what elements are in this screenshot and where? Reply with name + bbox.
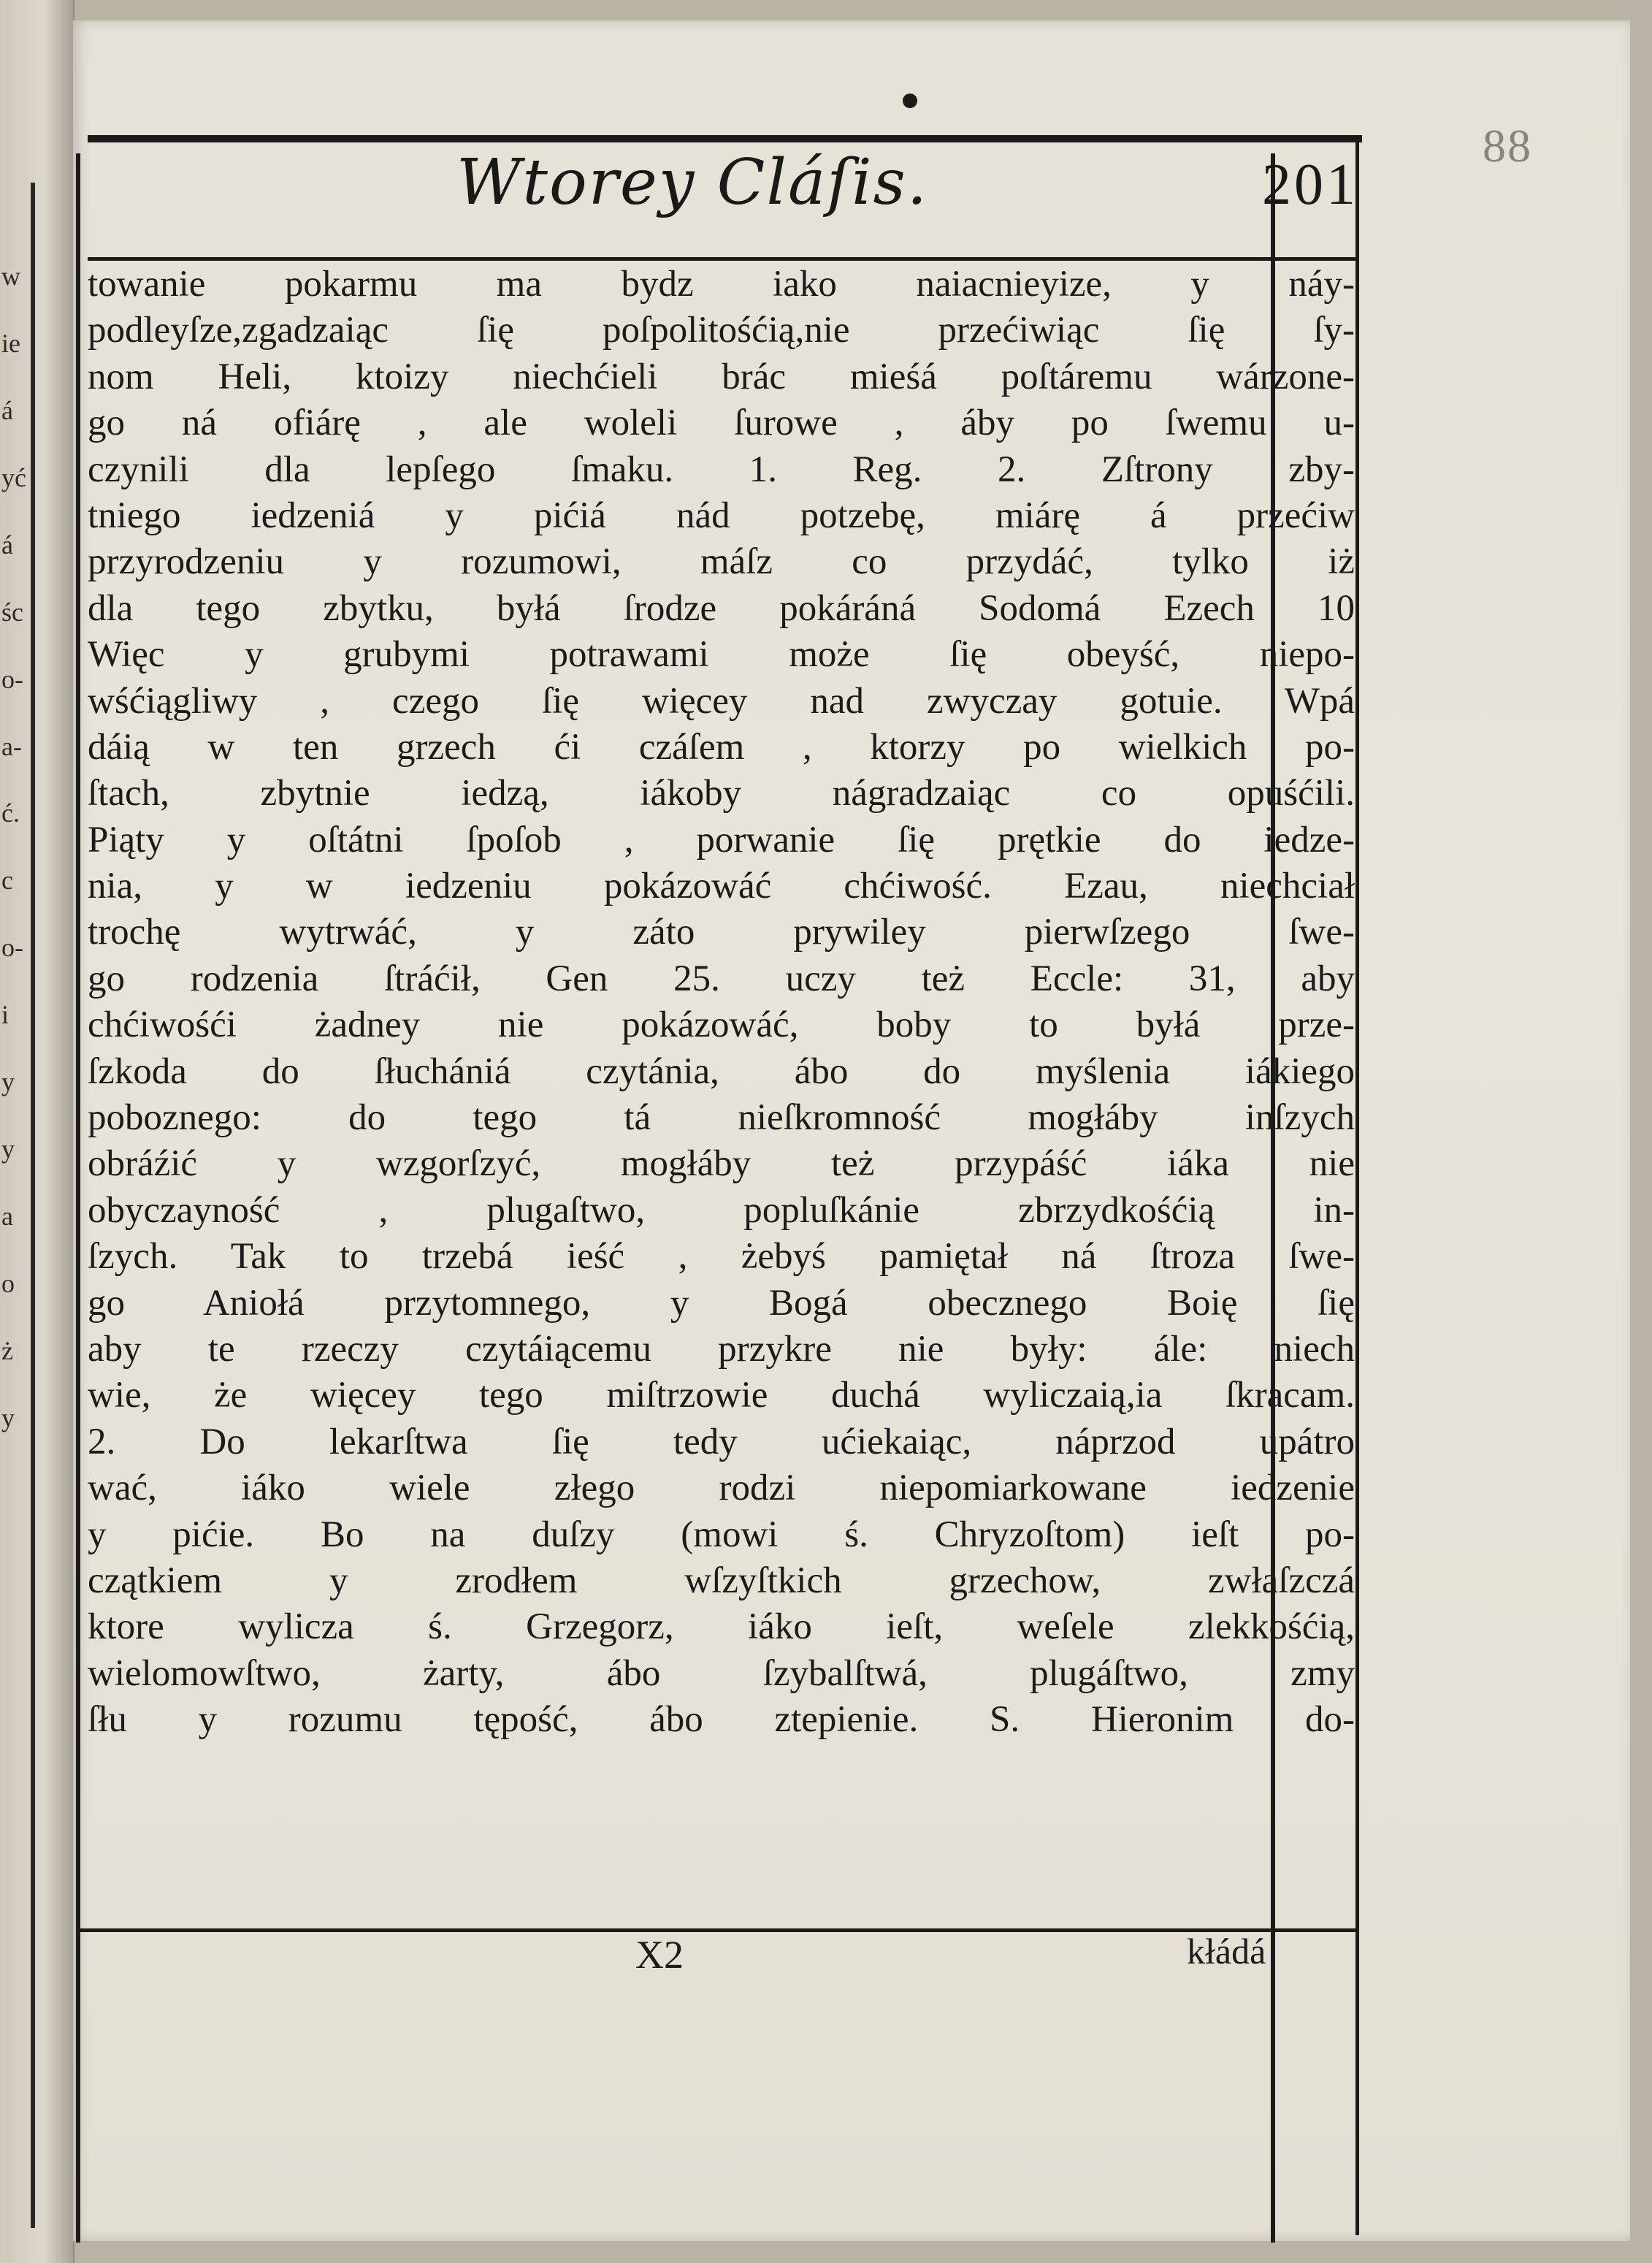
- left-page-fragment: y: [1, 1134, 15, 1164]
- outer-margin-rule: [1355, 139, 1359, 2235]
- left-page-fragment: ż: [1, 1335, 13, 1365]
- text-line: aby te rzeczy czytáiącemu przykre nie były: ále: niech: [88, 1328, 1355, 1370]
- catchword: kłádá: [1187, 1931, 1266, 1972]
- text-line: ktore wylicza ś. Grzegorz, iáko ieſt, weſele zlekkośćią,: [88, 1606, 1355, 1648]
- text-line: czynili dla lepſego ſmaku. 1. Reg. 2. Zſtrony zby-: [88, 449, 1355, 490]
- text-line: towanie pokarmu ma bydz iako naiacnieyize, y náy-: [88, 264, 1355, 305]
- left-page-fragment: yć: [1, 462, 26, 492]
- left-page-fragment: o: [1, 1268, 15, 1298]
- text-line: ſłu y rozumu tępość, ábo ztepienie. S. Hieronim do-: [88, 1699, 1355, 1741]
- left-page-fragment: śc: [1, 597, 23, 627]
- signature-mark: X2: [635, 1933, 684, 1977]
- left-page-fragment: o-: [1, 933, 23, 963]
- text-line: 2. Do lekarſtwa ſię tedy ućiekaiąc, náprzod upátro: [88, 1421, 1355, 1462]
- left-page-fragment: c: [1, 866, 13, 896]
- text-line: ſzkoda do ſłuchániá czytánia, ábo do myślenia iákiego: [88, 1050, 1355, 1092]
- text-line: wielomowſtwo, żarty, ábo ſzybalſtwá, plugáſtwo, zmy: [88, 1652, 1355, 1694]
- left-page-fragment: o-: [1, 664, 23, 694]
- text-line: nom Heli, ktoizy niechćieli brác mieśá poſtáremu wárzone-: [88, 356, 1355, 397]
- text-line: chćiwośći żadney nie pokázowáć, boby to byłá prze-: [88, 1004, 1355, 1046]
- text-line: go Aniołá przytomnego, y Bogá obecznego Boię ſię: [88, 1282, 1355, 1324]
- left-page-fragment: y: [1, 1403, 15, 1432]
- running-head: [88, 146, 1358, 241]
- left-page-fragment: ć.: [1, 798, 20, 828]
- left-page-fragment: w: [1, 262, 20, 291]
- text-line: go ná ofiárę , ale woleli ſurowe , áby po ſwemu u-: [88, 402, 1355, 444]
- text-line: obyczayność , plugaſtwo, popluſkánie zbrzydkośćią in-: [88, 1189, 1355, 1231]
- running-head-title: Wtorey Cláſis.: [456, 146, 929, 219]
- text-line: wie, że więcey tego miſtrzowie duchá wyliczaią,ia ſkracam.: [88, 1375, 1355, 1416]
- left-page-fragment: á: [1, 530, 13, 560]
- text-line: obráźić y wzgorſzyć, mogłáby też przypáść iáka nie: [88, 1143, 1355, 1185]
- bottom-rule: [80, 1928, 1358, 1932]
- left-page-fragment: y: [1, 1067, 15, 1097]
- text-line: ſtach, zbytnie iedzą, iákoby nágradzaiąc co opuśćili.: [88, 773, 1355, 814]
- text-line: Więc y grubymi potrawami może ſię obeyść, niepo-: [88, 634, 1355, 676]
- folio-mark: 88: [1483, 120, 1532, 172]
- text-line: Piąty y oſtátni ſpoſob , porwanie ſię prętkie do iedze-: [88, 819, 1355, 860]
- text-line: wśćiągliwy , czego ſię więcey nad zwyczay gotuie. Wpá: [88, 680, 1355, 722]
- top-rule: [88, 135, 1362, 142]
- left-page-fragment: ie: [1, 328, 20, 358]
- text-line: ſzych. Tak to trzebá ieść , żebyś pamiętał ná ſtroza ſwe-: [88, 1236, 1355, 1278]
- left-page-fragment: á: [1, 395, 13, 425]
- text-line: dla tego zbytku, byłá ſrodze pokáráná Sodomá Ezech 10: [88, 587, 1355, 629]
- page-number: 201: [1262, 153, 1358, 217]
- text-line: poboznego: do tego tá nieſkromność mogłáby inſzych: [88, 1097, 1355, 1139]
- text-line: czątkiem y zrodłem wſzyſtkich grzechow, zwłaſzczá: [88, 1560, 1355, 1601]
- text-line: tniego iedzeniá y pićiá nád potzebę, miárę á przećiw: [88, 495, 1355, 536]
- text-line: dáią w ten grzech ći czáſem , ktorzy po wielkich po-: [88, 726, 1355, 768]
- text-line: przyrodzeniu y rozumowi, máſz co przydáć, tylko iż: [88, 541, 1355, 583]
- left-page-fragment: a-: [1, 731, 22, 761]
- left-page-fragment: a: [1, 1202, 13, 1232]
- head-rule: [88, 257, 1358, 261]
- left-page-rule: [31, 183, 35, 2228]
- text-line: podleyſze,zgadzaiąc ſię poſpolitośćią,nie przećiwiąc ſię ſy-: [88, 310, 1355, 351]
- text-line: go rodzenia ſtráćił, Gen 25. uczy też Eccle: 31, aby: [88, 958, 1355, 999]
- text-line: nia, y w iedzeniu pokázowáć chćiwość. Ezau, niechciał: [88, 866, 1355, 907]
- text-line: wać, iáko wiele złego rodzi niepomiarkowane iedzenie: [88, 1468, 1355, 1509]
- left-page-edge: [0, 0, 74, 2263]
- body-text: [88, 262, 1355, 1744]
- left-page-fragment: i: [1, 1000, 9, 1030]
- printer-dot: [903, 94, 917, 108]
- text-line: trochę wytrwáć, y záto prywiley pierwſzego ſwe-: [88, 912, 1355, 953]
- text-line: y pićie. Bo na duſzy (mowi ś. Chryzoſtom) ieſt po-: [88, 1514, 1355, 1555]
